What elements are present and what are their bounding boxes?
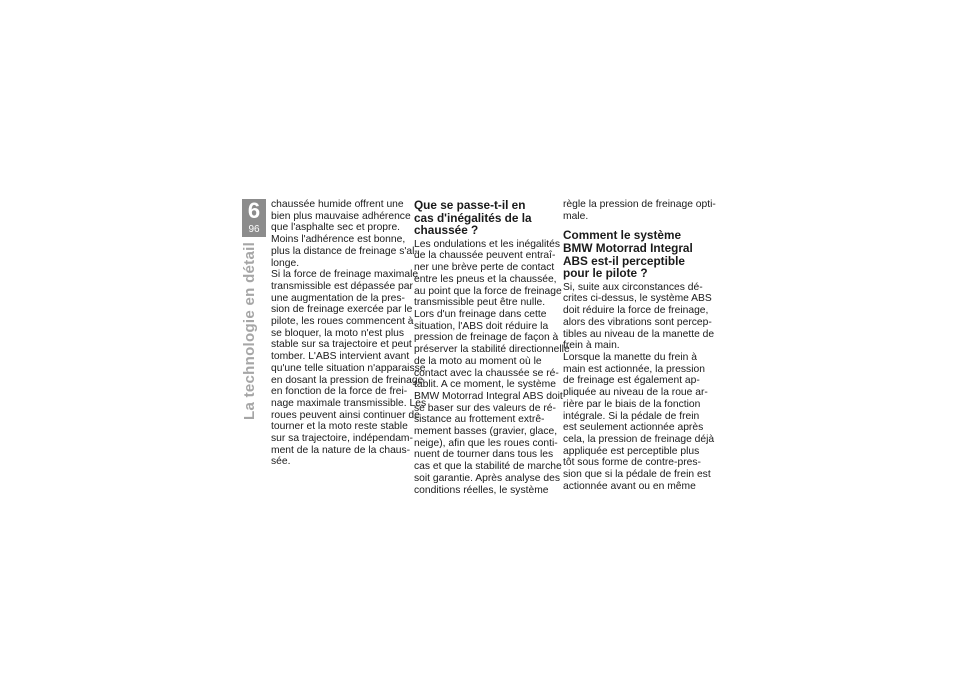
body-text-line: situation, l'ABS doit réduire la (414, 320, 549, 332)
body-text-line: roues peuvent ainsi continuer de (271, 409, 420, 421)
body-text-line: en dosant la pression de freinage (271, 374, 424, 386)
chapter-number: 6 (247, 198, 261, 223)
body-text-line: Lors d'un freinage dans cette (414, 309, 547, 320)
body-text-line: doit réduire la force de freinage, (563, 305, 709, 317)
body-text-line: se baser sur des valeurs de ré- (414, 402, 556, 414)
body-text-line: pliquée au niveau de la roue ar- (563, 387, 708, 399)
body-text-line: qu'une telle situation n'apparaisse (271, 362, 426, 374)
body-text-line: mement basses (gravier, glace, (414, 426, 558, 438)
body-text-line: est seulement actionnée après (563, 422, 704, 434)
body-text-line: au point que la force de freinage (414, 285, 562, 297)
body-text-line: BMW Motorrad Integral ABS doit (414, 390, 563, 402)
body-text-line: nuent de tourner dans tous les (414, 449, 554, 461)
body-text-line: main est actionnée, la pression (563, 363, 705, 375)
body-text-line: que l'asphalte sec et propre. (271, 222, 401, 234)
heading-line: Comment le système (563, 228, 682, 243)
body-text-line: sur sa trajectoire, indépendam- (271, 433, 413, 445)
body-text-line: de freinage est également ap- (563, 375, 700, 387)
text-column-3 (563, 199, 716, 492)
body-text-line: appliquée est perceptible plus (563, 445, 700, 457)
text-column-2 (414, 198, 570, 496)
heading-line: cas d'inégalités de la (414, 210, 532, 225)
body-text-line: règle la pression de freinage opti- (563, 199, 716, 210)
body-text-line: ment de la nature de la chaus- (271, 444, 411, 456)
body-text-line: se bloquer, la moto n'est plus (271, 327, 405, 339)
body-text-line: Si, suite aux circonstances dé- (563, 281, 703, 293)
section-heading-uneven-road (414, 199, 550, 237)
body-text-line: chaussée humide offrent une (271, 199, 404, 210)
body-text-line: de la chaussée peuvent entraî- (414, 250, 556, 262)
body-text-line: tourner et la moto reste stable (271, 421, 408, 433)
body-text-line: tablit. A ce moment, le système (414, 379, 556, 391)
body-text-line: frein à main. (563, 340, 620, 352)
body-text-line: en fonction de la force de frei- (271, 386, 408, 398)
body-text-line: alors des vibrations sont percep- (563, 316, 712, 328)
body-text-line: sée. (271, 456, 291, 468)
body-text-line: sion que si la pédale de frein est (563, 469, 711, 481)
heading-line: ABS est-il perceptible (563, 253, 685, 268)
body-text-line: cela, la pression de freinage déjà (563, 433, 715, 445)
body-text-line: bien plus mauvaise adhérence (271, 210, 411, 222)
body-text-line: pilote, les roues commencent à (271, 316, 414, 328)
heading-line: pour le pilote ? (563, 266, 648, 281)
body-text-line: male. (563, 210, 589, 222)
body-text-line: pression de freinage de façon à (414, 332, 559, 344)
heading-line: BMW Motorrad Integral (563, 241, 693, 255)
heading-line: Que se passe-t-il en (414, 198, 526, 212)
body-text-line: cas et que la stabilité de marche (414, 461, 562, 473)
page-number: 96 (248, 224, 260, 235)
body-text-line: Si la force de freinage maximale (271, 269, 419, 281)
body-text-line: entre les pneus et la chaussée, (414, 273, 557, 285)
body-text-line: sion de freinage exercée par le (271, 304, 413, 316)
body-text-line: soit garantie. Après analyse des (414, 472, 560, 484)
body-text-line: tibles au niveau de la manette de (563, 328, 715, 340)
text-column-1 (271, 199, 427, 468)
body-text-line: sistance au frottement extrê- (414, 414, 545, 426)
body-text-line: transmissible peut être nulle. (414, 297, 546, 309)
body-text-line: nage maximale transmissible. Les (271, 397, 427, 409)
body-text-line: ner une brève perte de contact (414, 262, 555, 274)
body-text-line: une augmentation de la pres- (271, 292, 405, 304)
body-text-line: tôt sous forme de contre-pres- (563, 457, 701, 469)
body-text-line: Moins l'adhérence est bonne, (271, 234, 406, 246)
body-text-line: tomber. L'ABS intervient avant (271, 351, 410, 363)
body-text-line: de la moto au moment où le (414, 355, 542, 367)
body-text-line: plus la distance de freinage s'al- (271, 245, 418, 257)
chapter-marker (242, 199, 266, 237)
body-text-line: conditions réelles, le système (414, 484, 549, 496)
body-text-line: neige), afin que les roues conti- (414, 437, 558, 449)
body-text-line: Lorsque la manette du frein à (563, 352, 697, 363)
body-text-line: crites ci-dessus, le système ABS (563, 293, 712, 305)
heading-line: chaussée ? (414, 223, 479, 238)
body-text-line: intégrale. Si la pédale de frein (563, 410, 700, 422)
section-heading-pilot-perception (563, 229, 703, 279)
body-text-line: transmissible est dépassée par (271, 280, 413, 292)
body-text-line: actionnée avant ou en même (563, 480, 696, 492)
body-text-line: contact avec la chaussée se ré- (414, 367, 559, 379)
body-text-line: préserver la stabilité directionnelle (414, 344, 570, 356)
chapter-side-title: La technologie en détail (241, 241, 258, 420)
body-text-line: Les ondulations et les inégalités (414, 238, 560, 250)
body-text-line: longe. (271, 257, 300, 269)
body-text-line: rière par le biais de la fonction (563, 398, 701, 410)
body-text-line: stable sur sa trajectoire et peut (271, 339, 412, 351)
